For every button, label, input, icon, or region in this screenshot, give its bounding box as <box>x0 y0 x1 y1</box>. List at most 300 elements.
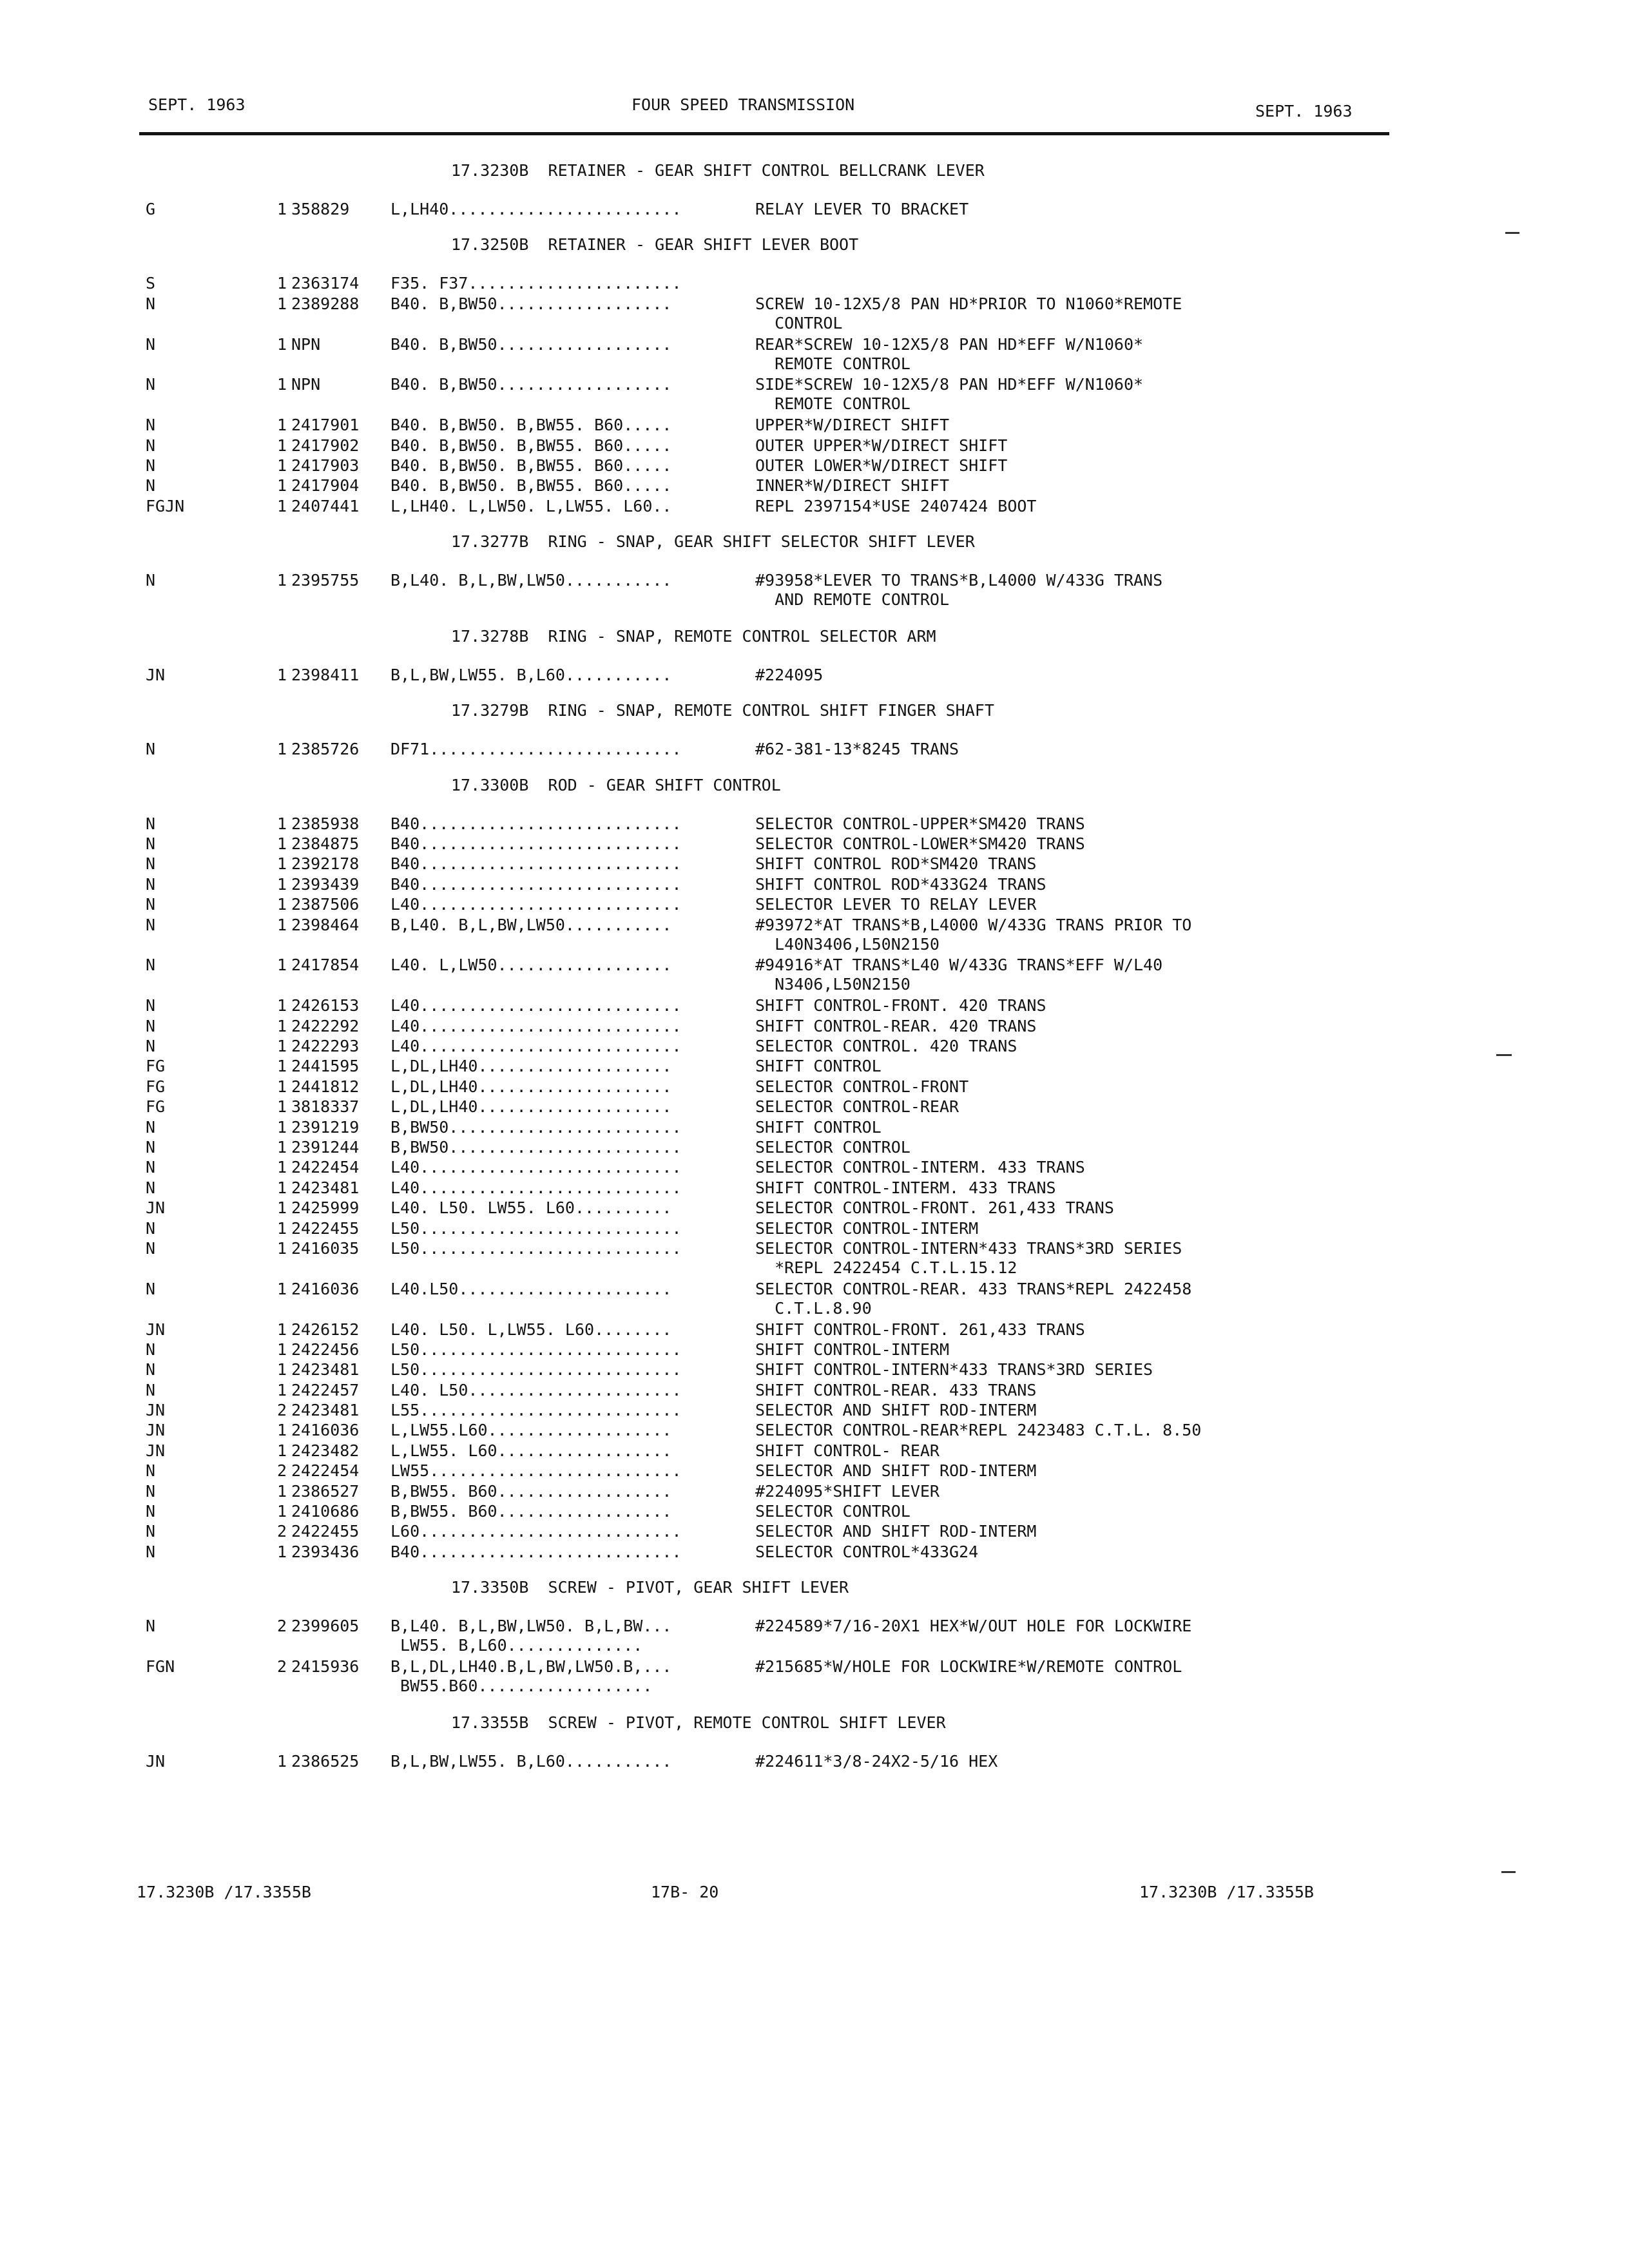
part-description: #224611*3/8-24X2-5/16 HEX <box>755 1751 998 1771</box>
part-row <box>0 436 1629 456</box>
part-code: N <box>146 1037 156 1056</box>
part-description: SHIFT CONTROL <box>755 1117 882 1137</box>
part-models: B,L40. B,L,BW,LW50........... <box>390 915 672 934</box>
section-title: 17.3250B RETAINER - GEAR SHIFT LEVER BOOT <box>451 235 859 255</box>
part-quantity: 1 <box>277 1279 287 1298</box>
part-models: L,DL,LH40.................... <box>390 1077 672 1096</box>
part-number: 2423481 <box>291 1360 360 1379</box>
part-code: N <box>146 996 156 1015</box>
part-number: 2417854 <box>291 956 360 975</box>
part-description: SELECTOR AND SHIFT ROD-INTERM <box>755 1522 1037 1541</box>
part-description: SELECTOR LEVER TO RELAY LEVER <box>755 895 1037 914</box>
scan-mark <box>1505 232 1519 234</box>
part-number: 2423482 <box>291 1441 360 1460</box>
part-row <box>0 497 1629 517</box>
part-code: N <box>146 1218 156 1238</box>
part-code: FGJN <box>146 496 185 515</box>
part-row <box>0 1340 1629 1360</box>
part-number: 2422292 <box>291 1016 360 1035</box>
part-description: #93972*AT TRANS*B,L4000 W/433G TRANS PRIOR TO L40N3406,L50N2150 <box>755 915 1192 954</box>
part-models: L40........................... <box>390 996 682 1015</box>
part-models: L50........................... <box>390 1360 682 1379</box>
part-row <box>0 854 1629 874</box>
part-quantity: 1 <box>277 1057 287 1076</box>
part-code: N <box>146 1617 156 1636</box>
part-description: SELECTOR CONTROL-REAR. 433 TRANS*REPL 2422458 C.T.L.8.90 <box>755 1279 1192 1318</box>
part-description: SELECTOR CONTROL-REAR*REPL 2423483 C.T.L. 8.50 <box>755 1421 1202 1440</box>
part-quantity: 1 <box>277 294 287 313</box>
part-code: N <box>146 915 156 934</box>
part-models: L40. L50. LW55. L60.......... <box>390 1198 672 1218</box>
part-description: SELECTOR CONTROL-INTERN*433 TRANS*3RD SERIES *REPL 2422454 C.T.L.15.12 <box>755 1238 1182 1277</box>
part-row <box>0 1401 1629 1421</box>
part-models: B40. B,BW50.................. <box>390 334 672 354</box>
part-code: N <box>146 1481 156 1501</box>
part-models: B,L40. B,L,BW,LW50. B,L,BW... LW55. B,L60.............. <box>390 1617 672 1655</box>
part-row <box>0 1057 1629 1077</box>
part-row <box>0 274 1629 294</box>
part-quantity: 1 <box>277 571 287 590</box>
part-number: 2399605 <box>291 1617 360 1636</box>
part-code: N <box>146 416 156 435</box>
part-row <box>0 956 1629 996</box>
scan-mark <box>1501 1871 1516 1873</box>
part-quantity: 2 <box>277 1617 287 1636</box>
part-models: B40........................... <box>390 854 682 874</box>
part-quantity: 1 <box>277 274 287 293</box>
header-date-right: SEPT. 1963 <box>1255 102 1353 120</box>
part-description: SELECTOR CONTROL. 420 TRANS <box>755 1037 1017 1056</box>
section-heading <box>0 626 1629 666</box>
part-row <box>0 1097 1629 1117</box>
part-number: 2387506 <box>291 895 360 914</box>
section-heading <box>0 531 1629 571</box>
part-number: 2422455 <box>291 1218 360 1238</box>
part-description: SELECTOR CONTROL-INTERM <box>755 1218 979 1238</box>
part-row <box>0 1077 1629 1097</box>
part-models: B40. B,BW50. B,BW55. B60..... <box>390 456 672 475</box>
part-code: N <box>146 1238 156 1258</box>
part-code: N <box>146 334 156 354</box>
part-description: REPL 2397154*USE 2407424 BOOT <box>755 496 1037 515</box>
part-models: L50........................... <box>390 1218 682 1238</box>
part-row <box>0 1522 1629 1542</box>
section-title: 17.3278B RING - SNAP, REMOTE CONTROL SELECTOR ARM <box>451 626 936 646</box>
part-description: #94916*AT TRANS*L40 W/433G TRANS*EFF W/L40 N3406,L50N2150 <box>755 956 1163 994</box>
part-quantity: 1 <box>277 200 287 218</box>
part-code: N <box>146 1016 156 1035</box>
part-number: 2384875 <box>291 834 360 854</box>
part-description: SHIFT CONTROL-REAR. 433 TRANS <box>755 1380 1037 1399</box>
part-number: 2422454 <box>291 1158 360 1177</box>
part-quantity: 1 <box>277 496 287 515</box>
part-code: N <box>146 814 156 833</box>
part-number: 2385726 <box>291 740 360 759</box>
part-number: 2417901 <box>291 416 360 435</box>
part-quantity: 1 <box>277 895 287 914</box>
part-quantity: 1 <box>277 814 287 833</box>
part-quantity: 1 <box>277 1238 287 1258</box>
part-description: OUTER UPPER*W/DIRECT SHIFT <box>755 436 1008 455</box>
part-code: N <box>146 1137 156 1157</box>
part-models: B,BW55. B60.................. <box>390 1481 672 1501</box>
part-models: L,DL,LH40.................... <box>390 1097 672 1117</box>
part-description: #93958*LEVER TO TRANS*B,L4000 W/433G TRANS AND REMOTE CONTROL <box>755 571 1163 610</box>
part-quantity: 1 <box>277 436 287 455</box>
part-models: L,LH40. L,LW50. L,LW55. L60.. <box>390 496 672 515</box>
part-number: 2391244 <box>291 1137 360 1157</box>
part-description: SHIFT CONTROL-FRONT. 261,433 TRANS <box>755 1320 1085 1339</box>
part-quantity: 1 <box>277 1158 287 1177</box>
part-row <box>0 1502 1629 1522</box>
part-quantity: 1 <box>277 665 287 684</box>
part-models: L,LW55.L60................... <box>390 1421 672 1440</box>
header-title: FOUR SPEED TRANSMISSION <box>631 95 855 114</box>
part-number: 2423481 <box>291 1401 360 1420</box>
section-title: 17.3277B RING - SNAP, GEAR SHIFT SELECTOR SHIFT LEVER <box>451 532 975 552</box>
part-row <box>0 1017 1629 1037</box>
part-models: B40........................... <box>390 874 682 894</box>
part-models: B,L,BW,LW55. B,L60........... <box>390 1751 672 1771</box>
part-code: N <box>146 1461 156 1481</box>
part-number: 2417902 <box>291 436 360 455</box>
section-title: 17.3350B SCREW - PIVOT, GEAR SHIFT LEVER <box>451 1578 849 1597</box>
part-code: N <box>146 1502 156 1521</box>
part-row <box>0 1542 1629 1562</box>
part-number: 2386525 <box>291 1751 360 1771</box>
part-quantity: 1 <box>277 1117 287 1137</box>
section-title: 17.3279B RING - SNAP, REMOTE CONTROL SHIFT FINGER SHAFT <box>451 701 994 720</box>
part-number: 2417903 <box>291 456 360 475</box>
part-models: B,L,DL,LH40.B,L,BW,LW50.B,... BW55.B60.................. <box>390 1657 672 1696</box>
part-quantity: 1 <box>277 1441 287 1460</box>
part-number: 2441812 <box>291 1077 360 1096</box>
part-description: SELECTOR CONTROL-FRONT. 261,433 TRANS <box>755 1198 1114 1218</box>
part-description: SELECTOR CONTROL*433G24 <box>755 1542 979 1561</box>
part-quantity: 1 <box>277 1016 287 1035</box>
part-code: N <box>146 1380 156 1399</box>
part-description: SHIFT CONTROL-REAR. 420 TRANS <box>755 1016 1037 1035</box>
part-number: 3818337 <box>291 1097 360 1117</box>
part-quantity: 1 <box>277 1137 287 1157</box>
part-description: #224589*7/16-20X1 HEX*W/OUT HOLE FOR LOCKWIRE <box>755 1617 1192 1636</box>
part-row <box>0 1360 1629 1380</box>
part-description: #224095 <box>755 665 824 684</box>
part-code: JN <box>146 1751 166 1771</box>
footer-range-left: 17.3230B /17.3355B <box>137 1883 311 1901</box>
part-description: SELECTOR CONTROL-UPPER*SM420 TRANS <box>755 814 1085 833</box>
section-heading <box>0 1577 1629 1617</box>
part-quantity: 1 <box>277 956 287 975</box>
part-code: N <box>146 740 156 759</box>
part-row <box>0 476 1629 496</box>
part-models: LW55.......................... <box>390 1461 682 1481</box>
part-number: 2398464 <box>291 915 360 934</box>
part-quantity: 1 <box>277 1198 287 1218</box>
part-models: L,DL,LH40.................... <box>390 1057 672 1076</box>
part-models: F35. F37...................... <box>390 274 682 293</box>
part-description: SHIFT CONTROL ROD*SM420 TRANS <box>755 854 1037 874</box>
part-code: FGN <box>146 1657 175 1677</box>
part-description: REAR*SCREW 10-12X5/8 PAN HD*EFF W/N1060* REMOTE CONTROL <box>755 334 1144 373</box>
part-models: B,BW50........................ <box>390 1117 682 1137</box>
part-row <box>0 834 1629 854</box>
part-number: NPN <box>291 334 321 354</box>
part-code: G <box>146 200 156 218</box>
part-description: SHIFT CONTROL- REAR <box>755 1441 940 1460</box>
part-row <box>0 996 1629 1016</box>
part-models: B,BW50........................ <box>390 1137 682 1157</box>
part-description: SHIFT CONTROL-FRONT. 420 TRANS <box>755 996 1046 1015</box>
part-number: 2363174 <box>291 274 360 293</box>
part-quantity: 1 <box>277 1320 287 1339</box>
part-number: 2423481 <box>291 1178 360 1197</box>
part-code: N <box>146 1542 156 1561</box>
part-number: 2407441 <box>291 496 360 515</box>
part-row <box>0 814 1629 834</box>
part-row <box>0 875 1629 895</box>
part-row <box>0 916 1629 956</box>
part-number: 358829 <box>291 200 350 218</box>
part-row <box>0 1617 1629 1657</box>
part-description: SCREW 10-12X5/8 PAN HD*PRIOR TO N1060*REMOTE CONTROL <box>755 294 1182 332</box>
part-description: SHIFT CONTROL-INTERM <box>755 1340 950 1359</box>
part-row <box>0 1752 1629 1772</box>
part-quantity: 1 <box>277 1751 287 1771</box>
part-description: RELAY LEVER TO BRACKET <box>755 200 969 218</box>
part-models: L40.L50...................... <box>390 1279 672 1298</box>
part-code: N <box>146 1279 156 1298</box>
part-models: B40........................... <box>390 1542 682 1561</box>
part-row <box>0 294 1629 335</box>
part-code: N <box>146 834 156 854</box>
header-date-left: SEPT. 1963 <box>148 95 246 114</box>
part-number: 2386527 <box>291 1481 360 1501</box>
part-models: L40........................... <box>390 1016 682 1035</box>
part-description: SELECTOR CONTROL-LOWER*SM420 TRANS <box>755 834 1085 854</box>
part-number: 2441595 <box>291 1057 360 1076</box>
part-quantity: 1 <box>277 1481 287 1501</box>
part-number: 2422456 <box>291 1340 360 1359</box>
part-row <box>0 1219 1629 1239</box>
part-row <box>0 456 1629 476</box>
part-number: 2389288 <box>291 294 360 313</box>
part-description: SELECTOR CONTROL <box>755 1137 911 1157</box>
part-description: #224095*SHIFT LEVER <box>755 1481 940 1501</box>
section-heading <box>0 700 1629 740</box>
part-description: SELECTOR CONTROL-REAR <box>755 1097 959 1117</box>
part-code: N <box>146 956 156 975</box>
part-code: S <box>146 274 156 293</box>
part-row <box>0 1198 1629 1218</box>
part-row <box>0 1657 1629 1698</box>
part-description: SELECTOR CONTROL-INTERM. 433 TRANS <box>755 1158 1085 1177</box>
part-quantity: 1 <box>277 416 287 435</box>
part-number: 2422454 <box>291 1461 360 1481</box>
part-row <box>0 1381 1629 1401</box>
part-code: N <box>146 1158 156 1177</box>
part-row <box>0 740 1629 760</box>
part-row <box>0 1178 1629 1198</box>
part-models: B,BW55. B60.................. <box>390 1502 672 1521</box>
part-quantity: 1 <box>277 1218 287 1238</box>
part-quantity: 1 <box>277 334 287 354</box>
part-row <box>0 1037 1629 1057</box>
part-number: 2416036 <box>291 1279 360 1298</box>
part-row <box>0 416 1629 436</box>
part-models: L40........................... <box>390 1178 682 1197</box>
section-heading <box>0 774 1629 814</box>
part-quantity: 1 <box>277 1037 287 1056</box>
part-models: L40........................... <box>390 1158 682 1177</box>
part-models: L60........................... <box>390 1522 682 1541</box>
part-code: N <box>146 456 156 475</box>
part-quantity: 1 <box>277 740 287 759</box>
part-models: L50........................... <box>390 1340 682 1359</box>
part-description: SHIFT CONTROL-INTERN*433 TRANS*3RD SERIES <box>755 1360 1153 1379</box>
part-quantity: 1 <box>277 456 287 475</box>
part-code: N <box>146 1360 156 1379</box>
part-number: 2415936 <box>291 1657 360 1677</box>
section-heading <box>0 234 1629 274</box>
part-models: L,LW55. L60.................. <box>390 1441 672 1460</box>
part-number: 2422293 <box>291 1037 360 1056</box>
part-models: B40. B,BW50. B,BW55. B60..... <box>390 436 672 455</box>
part-models: B40. B,BW50.................. <box>390 375 672 394</box>
part-quantity: 1 <box>277 1077 287 1096</box>
part-quantity: 1 <box>277 1502 287 1521</box>
part-quantity: 1 <box>277 1360 287 1379</box>
part-code: N <box>146 895 156 914</box>
part-description: UPPER*W/DIRECT SHIFT <box>755 416 950 435</box>
part-number: 2425999 <box>291 1198 360 1218</box>
part-code: FG <box>146 1077 166 1096</box>
part-description: SELECTOR CONTROL <box>755 1502 911 1521</box>
part-description: SHIFT CONTROL <box>755 1057 882 1076</box>
part-description: #215685*W/HOLE FOR LOCKWIRE*W/REMOTE CONTROL <box>755 1657 1182 1677</box>
part-number: 2393436 <box>291 1542 360 1561</box>
footer-page-number: 17B- 20 <box>651 1883 719 1901</box>
part-number: 2416035 <box>291 1238 360 1258</box>
part-code: JN <box>146 1198 166 1218</box>
part-number: 2393439 <box>291 874 360 894</box>
part-number: 2422455 <box>291 1522 360 1541</box>
part-models: B,L40. B,L,BW,LW50........... <box>390 571 672 590</box>
part-code: JN <box>146 1401 166 1420</box>
part-code: FG <box>146 1097 166 1117</box>
part-quantity: 2 <box>277 1657 287 1677</box>
part-description: SELECTOR CONTROL-FRONT <box>755 1077 969 1096</box>
part-quantity: 1 <box>277 1421 287 1440</box>
part-row <box>0 1118 1629 1138</box>
part-description: SELECTOR AND SHIFT ROD-INTERM <box>755 1461 1037 1481</box>
parts-listing <box>0 160 1629 1786</box>
part-description: SHIFT CONTROL-INTERM. 433 TRANS <box>755 1178 1056 1197</box>
part-number: 2392178 <box>291 854 360 874</box>
part-code: N <box>146 375 156 394</box>
part-code: JN <box>146 1320 166 1339</box>
part-code: JN <box>146 1441 166 1460</box>
part-row <box>0 1280 1629 1320</box>
part-quantity: 2 <box>277 1401 287 1420</box>
part-description: SIDE*SCREW 10-12X5/8 PAN HD*EFF W/N1060* REMOTE CONTROL <box>755 375 1144 414</box>
part-row <box>0 1421 1629 1441</box>
part-models: B40. B,BW50. B,BW55. B60..... <box>390 416 672 435</box>
part-number: 2391219 <box>291 1117 360 1137</box>
part-models: L40........................... <box>390 1037 682 1056</box>
part-code: N <box>146 1178 156 1197</box>
part-models: B40........................... <box>390 814 682 833</box>
part-row <box>0 375 1629 416</box>
part-number: 2417904 <box>291 476 360 495</box>
part-description: SHIFT CONTROL ROD*433G24 TRANS <box>755 874 1046 894</box>
part-number: 2426153 <box>291 996 360 1015</box>
part-row <box>0 571 1629 611</box>
part-quantity: 1 <box>277 915 287 934</box>
part-quantity: 1 <box>277 996 287 1015</box>
part-row <box>0 1239 1629 1280</box>
part-code: N <box>146 1117 156 1137</box>
part-quantity: 1 <box>277 1542 287 1561</box>
part-row <box>0 895 1629 915</box>
part-quantity: 1 <box>277 1380 287 1399</box>
header-rule <box>139 132 1389 135</box>
part-quantity: 1 <box>277 874 287 894</box>
part-quantity: 2 <box>277 1522 287 1541</box>
part-number: 2426152 <box>291 1320 360 1339</box>
part-number: 2398411 <box>291 665 360 684</box>
part-models: DF71.......................... <box>390 740 682 759</box>
part-quantity: 1 <box>277 476 287 495</box>
section-title: 17.3300B ROD - GEAR SHIFT CONTROL <box>451 775 781 794</box>
part-models: L40. L50...................... <box>390 1380 682 1399</box>
part-description: OUTER LOWER*W/DIRECT SHIFT <box>755 456 1008 475</box>
part-description: INNER*W/DIRECT SHIFT <box>755 476 950 495</box>
part-row <box>0 1138 1629 1158</box>
part-code: N <box>146 294 156 313</box>
part-number: 2422457 <box>291 1380 360 1399</box>
part-description: SELECTOR AND SHIFT ROD-INTERM <box>755 1401 1037 1420</box>
part-code: N <box>146 436 156 455</box>
part-number: 2395755 <box>291 571 360 590</box>
part-code: N <box>146 571 156 590</box>
footer-range-right: 17.3230B /17.3355B <box>1139 1883 1314 1901</box>
part-number: 2410686 <box>291 1502 360 1521</box>
part-code: N <box>146 476 156 495</box>
part-number: 2385938 <box>291 814 360 833</box>
part-quantity: 1 <box>277 854 287 874</box>
part-quantity: 1 <box>277 1178 287 1197</box>
part-models: L40. L,LW50.................. <box>390 956 672 975</box>
part-row <box>0 666 1629 686</box>
part-models: B40. B,BW50. B,BW55. B60..... <box>390 476 672 495</box>
part-number: NPN <box>291 375 321 394</box>
part-code: N <box>146 874 156 894</box>
part-row <box>0 1320 1629 1340</box>
section-title: 17.3230B RETAINER - GEAR SHIFT CONTROL BELLCRANK LEVER <box>451 161 985 180</box>
part-row <box>0 335 1629 376</box>
section-heading <box>0 1712 1629 1752</box>
part-code: N <box>146 1340 156 1359</box>
part-quantity: 1 <box>277 375 287 394</box>
part-row <box>0 1461 1629 1481</box>
part-description: #62-381-13*8245 TRANS <box>755 740 959 759</box>
part-models: L40. L50. L,LW55. L60........ <box>390 1320 672 1339</box>
part-quantity: 1 <box>277 1097 287 1117</box>
part-row <box>0 1441 1629 1461</box>
part-row <box>0 200 1629 220</box>
part-models: L40........................... <box>390 895 682 914</box>
